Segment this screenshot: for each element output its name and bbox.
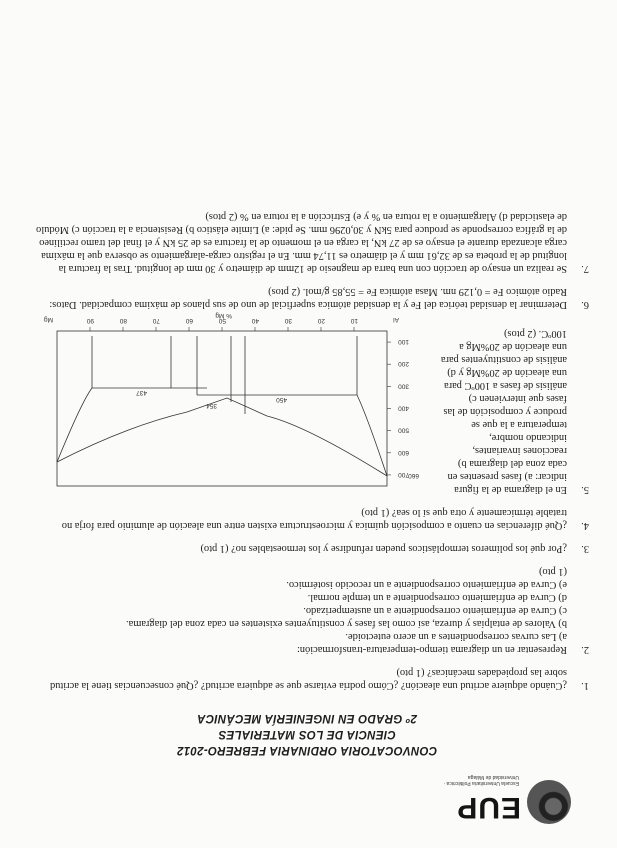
question-5 [29,311,589,496]
question-text: ¿Por qué los polímeros termoplásticos pueden refundirse y los termoestables no? (1 pto) [200,543,567,554]
temp-label-437: 437 [136,389,147,396]
phase-diagram [37,311,427,496]
question-text: ¿Cuándo adquiere acritud una aleación? ¿Cómo podría evitarse que se adquiera acritud? ¿Qué consecuencias tiene la acritud sobre las propiedades mecánicas? (1 pto) [50,667,567,691]
question-item: a) Las curvas correspondientes a un acero eutectoide. [345,631,567,642]
exam-titles [107,710,507,758]
question-1 [29,666,589,692]
question-5-text-block [439,311,589,496]
x-tick-label: 10 [350,317,358,324]
question-number: 4. [581,520,589,531]
liquidus-line [57,398,387,476]
y-tick-label: 500 [398,426,409,434]
question-item: c) Curva de enfriamiento correspondiente a un austemperizado. [303,605,567,616]
y-axis-ticks [387,338,409,478]
question-7 [29,210,589,275]
degree-title: 2º GRADO EN INGENIERÍA MECÁNICA [196,712,418,724]
question-number: 3. [581,543,589,554]
question-number: 2. [581,644,589,655]
logo-subtitle: Escuela Universitaria Politécnica · Universidad de Málaga [443,774,519,786]
y-tick-label: 300 [398,382,409,390]
question-number: 1. [581,680,589,691]
temp-label-660: 660 [408,472,419,479]
university-seal-icon [527,780,571,824]
x-axis-ticks [86,317,358,331]
question-number: 7. [581,263,589,274]
question-text: Representar en un diagrama tiempo-temperatura-transformación: [296,644,567,655]
question-text: En el diagrama de la figura indicar: a) fases presentes en cada zona del diagrama b) reacciones invariantes, indicando nombre, temperatura a la que se produce y composición de las fases que intervienen c) análisis de fases a 100ºC para una aleación de 20%Mg y d) análisis de constituyentes para una aleación de 20%Mg a 100ºC. (2 ptos) [440,328,567,495]
x-tick-label: 20 [317,317,325,324]
questions [29,200,589,692]
phase-diagram-svg [37,311,427,496]
temp-label-450: 450 [276,396,287,403]
question-item: d) Curva de enfriamiento correspondiente a un temple normal. [307,592,567,603]
y-tick-label: 100 [398,338,409,346]
x-tick-label: 60 [185,317,193,324]
y-tick-label: 200 [398,360,409,368]
question-item: (1 pto) [539,566,567,577]
x-tick-label: 50 [218,317,226,324]
temp-label-354: 354 [206,402,217,409]
course-title: CIENCIA DE LOS MATERIALES [218,728,396,740]
y-tick-label: 600 [398,448,409,456]
x-axis-label: % Mg [215,312,232,319]
al-solvus-line [357,336,387,476]
question-item: b) Valores de entalpías y dureza, así como las fases y constituyentes existentes en cada zona del diagrama. [126,618,567,629]
x-tick-label: 70 [152,317,160,324]
question-number: 6. [581,299,589,310]
logo: EUP [456,791,521,824]
y-tick-label: 700 [398,470,409,478]
question-number: 5. [581,484,589,495]
header [17,758,577,828]
question-2 [29,565,589,656]
mg-axis-label: Mg [43,316,53,323]
x-tick-label: 40 [251,317,259,324]
question-4 [29,506,589,532]
x-tick-label: 30 [284,317,292,324]
question-3 [29,542,589,555]
y-tick-label: 400 [398,404,409,412]
question-text: Se realiza un ensayo de tracción con una barra de magnesio de 12mm de diámetro y 30 mm de longitud. Tras la fractura la longitud de la probeta es de 32,61 mm y el diámetro es 11,74 mm. En el registro carga-alargamiento se observa que la máxima carga alcanzada durante el ensayo es de 27 kN, la carga en el momento de la fractura es de 25 kN y el final del tramo rectilíneo de la gráfica corresponde se produce para 5kN y 30,0296 mm. Se pide: a) Límite elástico b) Resistencia a la tracción c) Módulo de elasticidad d) Alargamiento a la rotura en % y e) Estricción a la rotura en % (2 ptos) [36,211,567,274]
question-item: e) Curva de enfriamiento correspondiente a un recocido isotérmico. [286,579,567,590]
x-tick-label: 90 [86,317,94,324]
al-axis-label: Al [393,316,399,323]
question-text: Determinar la densidad teórica del Fe y la densidad atómica superficial de uno de sus planos de máxima compacidad. Datos: Radio atómico Fe = 0,129 nm. Masa atómica Fe = 55,85 g/mol. (2 ptos) [49,286,567,310]
mg-solvus-line [57,336,92,462]
question-text: ¿Qué diferencias en cuanto a composición química y microestructura existen entre una aleación de aluminio para forja no tratable térmicamente y otra que sí lo sea? (1 pto) [61,507,567,531]
diagram-frame [57,331,387,486]
exam-session-title: CONVOCATORIA ORDINARIA FEBRERO-2012 [176,744,438,756]
question-6 [29,285,589,311]
x-tick-label: 80 [119,317,127,324]
